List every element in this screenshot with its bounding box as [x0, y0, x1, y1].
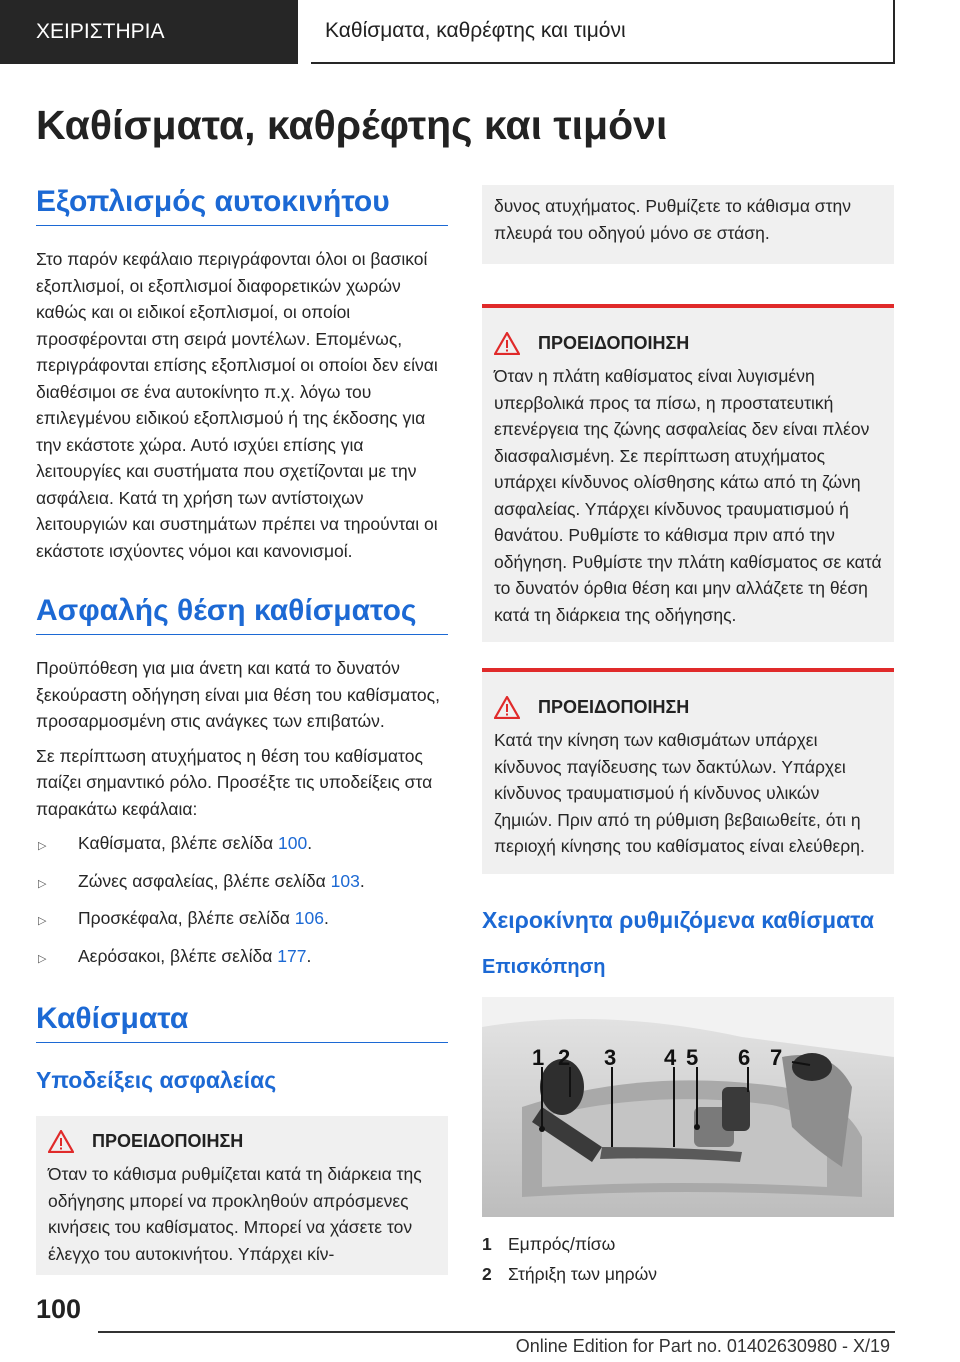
photo-label-5: 5 [686, 1044, 699, 1070]
safe-position-heading: Ασφαλής θέση καθίσματος [36, 594, 448, 635]
photo-label-4: 4 [664, 1044, 677, 1070]
warning-triangle-icon [48, 1130, 92, 1153]
list-item: ▷ Προσκέφαλα, βλέπε σελίδα 106. [36, 905, 448, 935]
triangle-bullet-icon: ▷ [38, 877, 47, 890]
warning-title: ΠΡΟΕΙΔΟΠΟΙΗΣΗ [538, 697, 690, 717]
page-link-106[interactable]: 106 [294, 908, 324, 928]
seat-illustration [482, 997, 894, 1217]
list-item: ▷ Αερόσακοι, βλέπε σελίδα 177. [36, 943, 448, 973]
warning-box-3 [482, 668, 894, 874]
photo-label-6: 6 [738, 1044, 751, 1070]
left-column [36, 185, 448, 1275]
section-tab: Καθίσματα, καθρέφτης και τιμόνι [311, 0, 895, 64]
photo-label-3: 3 [604, 1044, 617, 1070]
photo-label-2: 2 [558, 1044, 571, 1070]
warning-box-2 [482, 304, 894, 642]
page-title: Καθίσματα, καθρέφτης και τιμόνι [36, 102, 668, 148]
warning-triangle-icon [494, 332, 538, 355]
equipment-text: Στο παρόν κεφάλαιο περιγράφονται όλοι οι βασικοί εξοπλισμοί, οι εξοπλισμοί διαφορετικών χωρών καθώς και οι ειδικοί εξοπλισμοί, οι οποίοι προσφέρονται στη σειρά μοντέλων. Επομένως, περιγράφονται επίσης εξοπλισμοί οι οποίοι δεν είναι διαθέσιμοι σε ένα αυτοκίνητο π.χ. λόγω του επιλεγμένου ειδικού εξοπλισμού ή της έκδοσης για την εκάστοτε χώρα. Αυτό ισχύει επίσης για λειτουργίες και συστήματα που σχετίζονται με την ασφάλεια. Κατά τη χρήση των αντίστοιχων λειτουργιών και συστημάτων πρέπει να τηρούνται οι εκάστοτε ισχύοντες νόμοι και κανονισμοί. [36, 249, 438, 561]
edition-note: Online Edition for Part no. 01402630980 - X/19 [515, 1336, 890, 1356]
photo-legend [482, 1229, 894, 1289]
overview-heading: Επισκόπηση [482, 955, 606, 978]
legend-item: 1 Εμπρός/πίσω [482, 1233, 616, 1254]
manual-seats-heading: Χειροκίνητα ρυθμιζόμενα καθίσματα [482, 906, 875, 933]
legend-item: 2 Στήριξη των μηρών [482, 1263, 658, 1284]
warning-text: Όταν η πλάτη καθίσματος είναι λυγισμένη υπερβολικά προς τα πίσω, η προστατευτική επενέργεια της ζώνης ασφαλείας δεν είναι πλέον διασφαλισμένη. Σε περίπτωση ατυχήματος υπάρχει κίνδυνος ολίσθησης κάτω από τη ζώνη ασφαλείας. Υπάρχει κίνδυνος τραυματισμού ή θανάτου. Ρυθμίστε το κάθισμα πριν από την οδήγηση. Ρυθμίστε την πλάτη καθίσματος σε κατά το δυνατόν όρθια θέση και μην αλλάζετε τη θέση κατά τη διάρκεια της οδήγησης. [494, 366, 882, 625]
triangle-bullet-icon: ▷ [38, 840, 47, 852]
warning-triangle-icon [494, 696, 538, 719]
page-number: 100 [36, 1294, 82, 1324]
safe-position-text-1: Προϋπόθεση για μια άνετη και κατά το δυνατόν ξεκούραστη οδήγηση είναι μια θέση του καθίσματος, προσαρμοσμένη στις ανάγκες των επιβατών. [36, 658, 440, 731]
chapter-tab: ΧΕΙΡΙΣΤΗΡΙΑ [0, 0, 298, 64]
footer-divider [98, 1331, 895, 1333]
safety-notes-heading: Υποδείξεις ασφαλείας [36, 1067, 277, 1093]
list-item: ▷ Καθίσματα, βλέπε σελίδα 100. [36, 830, 448, 860]
warning-text-continued: δυνος ατυχήματος. Ρυθμίζετε το κάθισμα στην πλευρά του οδηγού μόνο σε στάση. [494, 196, 851, 243]
right-column [482, 185, 894, 1289]
photo-label-1: 1 [532, 1044, 545, 1070]
equipment-heading: Εξοπλισμός αυτοκινήτου [36, 185, 448, 226]
page-link-177[interactable]: 177 [277, 945, 307, 966]
warning-title: ΠΡΟΕΙΔΟΠΟΙΗΣΗ [538, 333, 690, 353]
safe-position-text-2: Σε περίπτωση ατυχήματος η θέση του καθίσματος παίζει σημαντικό ρόλο. Προσέξτε τις υποδείξεις στα παρακάτω κεφάλαια: [36, 745, 433, 819]
seats-heading: Καθίσματα [36, 1002, 448, 1043]
warning-title: ΠΡΟΕΙΔΟΠΟΙΗΣΗ [92, 1131, 244, 1151]
triangle-bullet-icon: ▷ [38, 915, 47, 927]
reference-list [36, 830, 448, 972]
page-link-100[interactable]: 100 [278, 833, 308, 853]
warning-box-1-continued [482, 185, 894, 264]
seat-controls-photo [482, 997, 894, 1217]
page-link-103[interactable]: 103 [330, 870, 360, 891]
warning-text: Κατά την κίνηση των καθισμάτων υπάρχει κίνδυνος παγίδευσης των δακτύλων. Υπάρχει κίνδυνος τραυματισμού ή κίνδυνος υλικών ζημιών. Πριν από τη ρύθμιση βεβαιωθείτε, ότι η περιοχή κίνησης του καθίσματος είναι ελεύθερη. [494, 730, 865, 856]
triangle-bullet-icon: ▷ [38, 952, 47, 965]
warning-box-1 [36, 1116, 448, 1275]
warning-text: Όταν το κάθισμα ρυθμίζεται κατά τη διάρκεια της οδήγησης μπορεί να προκληθούν απρόσμενες κινήσεις του καθίσματος. Μπορεί να χάσετε τον έλεγχο του αυτοκινήτου. Υπάρχει κίν- [48, 1164, 422, 1264]
list-item: ▷ Ζώνες ασφαλείας, βλέπε σελίδα 103. [36, 868, 448, 898]
photo-label-7: 7 [770, 1044, 783, 1070]
